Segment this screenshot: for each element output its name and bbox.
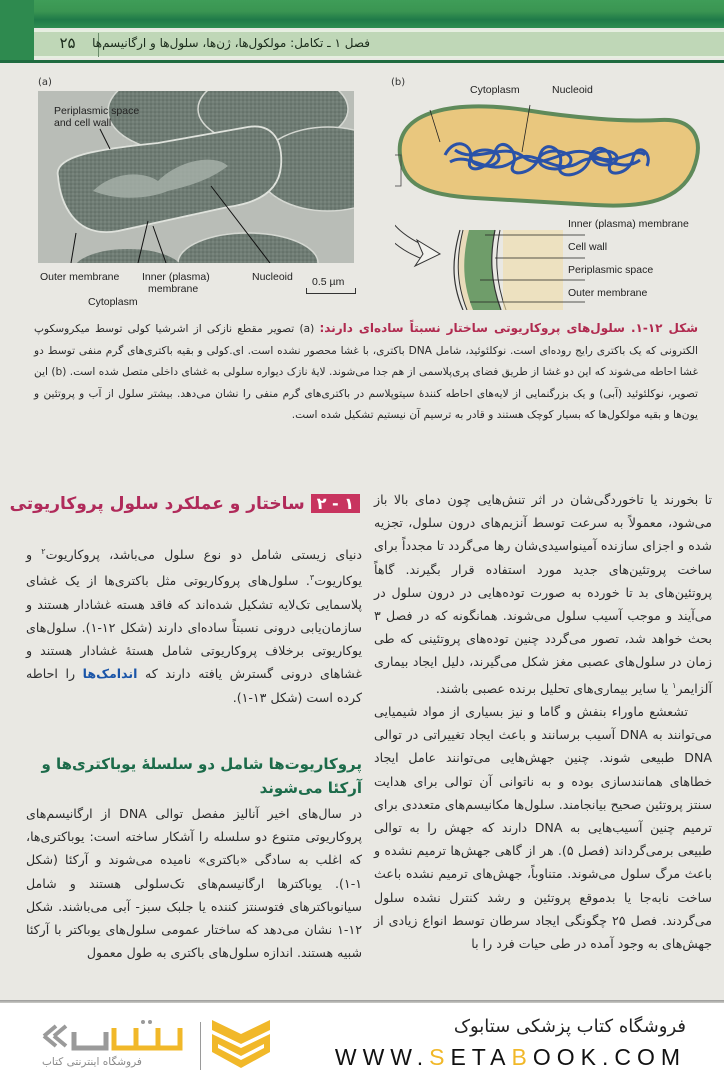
page-number: ۲۵	[59, 34, 76, 52]
header-corner-block	[0, 0, 34, 62]
subheading: پروکاریوت‌ها شامل دو سلسلهٔ یوباکتری‌ها و آرکئا می‌شوند	[41, 755, 362, 797]
figure-b-label: (b)	[391, 77, 406, 88]
label-periplasmic-space: Periplasmic space and cell wall	[54, 105, 140, 130]
label-outer-membrane-b: Outer membrane	[568, 287, 648, 299]
footnote-ref: ۱	[672, 680, 677, 690]
scale-bar	[306, 288, 356, 294]
chapter-title: فصل ۱ ـ تکامل: مولکول‌ها، ژن‌ها، سلول‌ها و ارگانیسم‌ها	[92, 36, 370, 50]
scale-label: 0.5 µm	[312, 276, 345, 288]
label-outer-membrane-a: Outer membrane	[40, 271, 120, 283]
section-number: ۱ - ۲	[311, 494, 360, 513]
logo-separator	[200, 1022, 201, 1070]
header-rule	[0, 60, 724, 63]
header-band	[0, 0, 724, 28]
setabook-chevron-logo-icon	[210, 1018, 272, 1070]
paragraph: تشعشع ماوراء بنفش و گاما و نیز بسیاری از مواد شیمیایی می‌توانند به DNA آسیب برسانند و باعث ایجاد تغییراتی در توالی DNA طبیعی شوند. چنین جهش‌هایی می‌توانند عامل ایجاد خطاهای همانندسازی بوده و به ناتوانی آن توالی برای هدایت سنتز پروتئین صحیح بیانجامند. سلول‌ها مکانیسم‌های متعددی برای ترمیم چنین آسیب‌هایی به DNA دارند که جهش را به توالی طبیعی برمی‌گرداند (فصل ۵). هر از گاهی جهش‌ها ترمیم نشده و باعث مرگ سلول می‌شوند. متناوباً، جهش‌های ترمیم نشده باعث ساخت نابه‌جا یا بدموقع پروتئین و رشد کنترل نشده سلول می‌گردند. فصل ۲۵ چگونگی ایجاد سرطان توسط انواع زیادی از جهش‌های به وجود آمده در طی حیات فرد را با	[374, 704, 712, 952]
label-periplasmic-b: Periplasmic space	[568, 264, 654, 276]
figure-a-label: (a)	[38, 77, 52, 88]
left-column-lower	[26, 802, 362, 964]
caption-body: (a) تصویر مقطع نازکی از اشرشیا کولی توسط میکروسکوپ الکترونی که یک باکتری رایج روده‌ای است. نوکلئوئید، شامل DNA باکتری، با غشا محصور نشده است. ای.کولی و بقیه باکتری‌های گرم منفی توسط دو غشا احاطه می‌شوند که این دو غشا از طریق فضای پری‌پلاسمی از هم جدا می‌شوند. لایهٔ نازک دیواره سلولی به غشای داخلی متصل شده است. (b) این تصویر، نوکلئوئید (آبی) و یک بزرگنمایی از لایه‌های احاطه کنندهٔ سیتوپلاسم در باکتری‌های گرم منفی را نشان می‌دهد. بیشتر سلول از آب و پروتئین و یون‌ها و بقیه مولکول‌ها که بسیار کوچک هستند و قادر به ترسیم آن نیستیم تشکیل شده است.	[34, 323, 698, 421]
store-name: فروشگاه کتاب پزشکی ستابوک	[453, 1016, 686, 1037]
section-heading	[9, 494, 360, 514]
paragraph: تا بخورند یا تاخوردگی‌شان در اثر تنش‌هایی چون دمای بالا باز می‌شود، معمولاً به سرعت توسط آنزیم‌های درون سلول، تجزیه شده و اجزای سازنده آمینواسیدی‌شان رها می‌گردد تا مجدداً برای ساخت پروتئین‌های جدید مورد استفاده قرار بگیرند. گاهاً پروتئین‌های بد تا خورده به صورت توده‌هایی در درون سلول در می‌آیند و موجب آسیب سلول می‌شوند. همانگونه که در فصل ۳ بحث خواهد شد، تصور می‌گردد چنین توده‌های پروتئینی که طی زمان در سلول‌های عصبی مغز شکل می‌گیرند، دلیل ایجاد بیماری آلزایمر$^۱$ یا سایر بیماری‌های تحلیل برنده عصبی باشند.	[374, 492, 712, 696]
figure-caption	[34, 318, 698, 427]
label-cytoplasm-a: Cytoplasm	[88, 296, 138, 308]
label-nucleoid-b: Nucleoid	[552, 84, 593, 96]
paragraph: در سال‌های اخیر آنالیز مفصل توالی DNA از ارگانیسم‌های پروکاریوتی متنوع دو سلسله را آشکار ساخته است: یوباکتری‌ها، که اغلب به سادگی «باکتری» نامیده می‌شوند و آرکئا (شکل ۱-۱). یوباکترها ارگانیسم‌های تک‌سلولی هستند و شامل سیانوباکترهای فتوسنتز کننده یا جلبک سبز- آبی می‌باشند. شکل ۱۲-۱ نشان می‌دهد که ساختار عمومی سلول‌های یوباکتر با آرکئا شبیه هستند. اندازه سلول‌های باکتری به طول معمول	[26, 806, 362, 961]
label-cell-wall-b: Cell wall	[568, 241, 608, 253]
setabook-wordmark-logo-icon	[40, 1018, 190, 1054]
right-column	[374, 488, 712, 955]
store-url[interactable]: WWW.SETABOOK.COM	[334, 1044, 686, 1070]
electron-micrograph	[38, 91, 354, 263]
paragraph: دنیای زیستی شامل دو نوع سلول می‌باشد، پروکاریوت$^۲$ و یوکاریوت$^۳$. سلول‌های پروکاریوتی مثل باکتری‌ها از یک غشای پلاسمایی تک‌لایه تشکیل شده‌اند که فاقد هسته غشادار هستند و سازمان‌یابی درونی نسبتاً ساده‌ای دارند (شکل ۱۲-۱). سلول‌های یوکاریوتی برخلاف پروکاریوتی شامل هستهٔ غشادار هستند و غشاهای درونی گسترش یافته دارند که اندامک‌ها را احاطه کرده است (شکل ۱۳-۱).	[26, 547, 362, 705]
label-inner-membrane-a: Inner (plasma) membrane	[142, 271, 210, 296]
glossary-link[interactable]: اندامک‌ها	[82, 666, 138, 682]
footnote-ref: ۲	[41, 547, 46, 556]
section-title: ساختار و عملکرد سلول پروکاریوتی	[9, 494, 305, 514]
left-column	[26, 540, 362, 709]
label-inner-membrane-b: Inner (plasma) membrane	[568, 218, 689, 230]
label-cytoplasm-b: Cytoplasm	[470, 84, 520, 96]
footnote-ref: ۳	[309, 573, 315, 583]
logo-subtitle: فروشگاه اینترنتی کتاب	[42, 1056, 142, 1068]
label-nucleoid-a: Nucleoid	[252, 271, 293, 283]
caption-title: شکل ۱۲-۱. سلول‌های پروکاریوتی ساختار نسبتاً ساده‌ای دارند:	[319, 321, 699, 335]
prokaryote-diagram	[395, 80, 724, 310]
